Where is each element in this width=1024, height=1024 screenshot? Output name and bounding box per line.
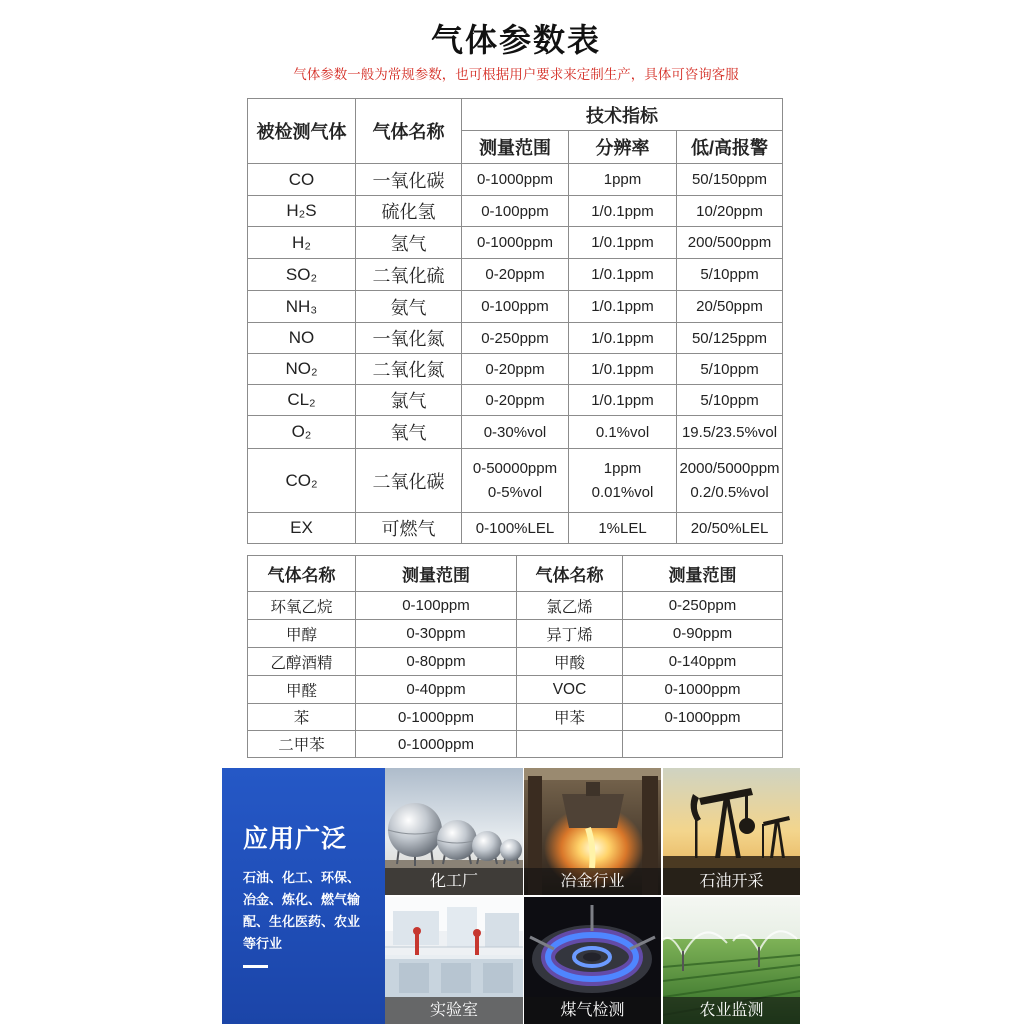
- tile-caption: 冶金行业: [524, 868, 661, 895]
- alarm-threshold: 5/10ppm: [677, 385, 783, 416]
- gas-formula: CO₂: [248, 449, 356, 513]
- alarm-threshold: 20/50%LEL: [677, 513, 783, 544]
- gas-name: VOC: [517, 676, 623, 704]
- alarm-threshold: 19.5/23.5%vol: [677, 416, 783, 449]
- header-gas-name: 气体名称: [517, 556, 623, 592]
- table-row: [248, 513, 783, 544]
- applications-line: 冶金、炼化、燃气输: [243, 892, 361, 907]
- header-tech-specs: 技术指标: [462, 99, 783, 131]
- measure-range: 0-140ppm: [623, 648, 783, 676]
- applications-line: 等行业: [243, 936, 283, 951]
- alarm-threshold: 50/150ppm: [677, 164, 783, 196]
- tile-caption: 实验室: [385, 997, 523, 1024]
- resolution: 1/0.1ppm: [569, 291, 677, 323]
- tile-caption: 煤气检测: [524, 997, 661, 1024]
- accent-bar: [243, 965, 268, 968]
- tile-chemical-plant: [385, 768, 523, 895]
- applications-line: 石油、化工、环保、: [243, 870, 361, 885]
- alarm-threshold: 200/500ppm: [677, 227, 783, 259]
- tile-metallurgy: [524, 768, 661, 895]
- gas-formula: EX: [248, 513, 356, 544]
- gas-name: [517, 731, 623, 758]
- table-row: [248, 592, 783, 620]
- applications-line: 配、生化医药、农业: [243, 914, 361, 929]
- table-row: [248, 704, 783, 731]
- measure-range: 0-80ppm: [356, 648, 517, 676]
- header-gas-name: 气体名称: [356, 99, 462, 164]
- alarm-threshold-line: 2000/5000ppm: [679, 459, 780, 477]
- table-row: [248, 259, 783, 291]
- gas-name: 硫化氢: [356, 196, 462, 227]
- gas-formula: NO₂: [248, 354, 356, 385]
- table-row: [248, 385, 783, 416]
- measure-range: 0-30%vol: [462, 416, 569, 449]
- measure-range: 0-100%LEL: [462, 513, 569, 544]
- gas-name: 二氧化碳: [356, 449, 462, 513]
- gas-name: 甲酸: [517, 648, 623, 676]
- resolution: 1/0.1ppm: [569, 385, 677, 416]
- resolution: [569, 449, 677, 513]
- gas-name: 甲醇: [248, 620, 356, 648]
- alarm-threshold-line: 0.2/0.5%vol: [690, 483, 769, 501]
- gas-name: 二氧化硫: [356, 259, 462, 291]
- resolution: 1/0.1ppm: [569, 259, 677, 291]
- table-row: [248, 449, 783, 513]
- tile-gas-detection: [524, 897, 661, 1024]
- measure-range: [623, 731, 783, 758]
- extra-gas-table: [247, 555, 783, 758]
- table-row: [248, 164, 783, 196]
- header-range: 测量范围: [623, 556, 783, 592]
- measure-range: 0-40ppm: [356, 676, 517, 704]
- tile-caption: 化工厂: [385, 868, 523, 895]
- gas-name: 乙醇酒精: [248, 648, 356, 676]
- measure-range: 0-20ppm: [462, 259, 569, 291]
- table-row: [248, 731, 783, 758]
- gas-name: 甲醛: [248, 676, 356, 704]
- gas-formula: CL₂: [248, 385, 356, 416]
- table-row: [248, 676, 783, 704]
- tile-caption: 石油开采: [663, 868, 800, 895]
- measure-range: 0-90ppm: [623, 620, 783, 648]
- measure-range: 0-1000ppm: [356, 731, 517, 758]
- measure-range: 0-250ppm: [623, 592, 783, 620]
- applications-title: 应用广泛: [243, 825, 348, 853]
- tile-agriculture: [663, 897, 800, 1024]
- applications-section: [222, 768, 800, 1024]
- table-row: [248, 227, 783, 259]
- header-range: 测量范围: [356, 556, 517, 592]
- resolution: 1ppm: [569, 164, 677, 196]
- gas-name: 苯: [248, 704, 356, 731]
- applications-panel: [222, 768, 385, 1024]
- tile-caption: 农业监测: [663, 997, 800, 1024]
- header-resolution: 分辨率: [569, 131, 677, 164]
- gas-formula: H₂: [248, 227, 356, 259]
- table-row: [248, 354, 783, 385]
- header-gas-name: 气体名称: [248, 556, 356, 592]
- gas-name: 可燃气: [356, 513, 462, 544]
- gas-formula: NO: [248, 323, 356, 354]
- table-header-row: [248, 99, 783, 131]
- measure-range: 0-20ppm: [462, 354, 569, 385]
- gas-formula: SO₂: [248, 259, 356, 291]
- header-detected-gas: 被检测气体: [248, 99, 356, 164]
- resolution: 1/0.1ppm: [569, 227, 677, 259]
- header-alarm: 低/高报警: [677, 131, 783, 164]
- resolution: 1/0.1ppm: [569, 323, 677, 354]
- gas-name: 一氧化氮: [356, 323, 462, 354]
- header-range: 测量范围: [462, 131, 569, 164]
- page-title: 气体参数表: [430, 22, 601, 58]
- gas-formula: NH₃: [248, 291, 356, 323]
- measure-range: 0-1000ppm: [462, 227, 569, 259]
- measure-range: 0-1000ppm: [356, 704, 517, 731]
- alarm-threshold: 20/50ppm: [677, 291, 783, 323]
- alarm-threshold: [677, 449, 783, 513]
- measure-range: 0-20ppm: [462, 385, 569, 416]
- resolution: 1/0.1ppm: [569, 354, 677, 385]
- table-row: [248, 291, 783, 323]
- gas-name: 一氧化碳: [356, 164, 462, 196]
- measure-range: [462, 449, 569, 513]
- tile-laboratory: [385, 897, 523, 1024]
- measure-range: 0-100ppm: [356, 592, 517, 620]
- gas-name: 氧气: [356, 416, 462, 449]
- table-header-row: [248, 556, 783, 592]
- measure-range: 0-1000ppm: [623, 704, 783, 731]
- measure-range: 0-100ppm: [462, 291, 569, 323]
- gas-name: 氯乙烯: [517, 592, 623, 620]
- table-row: [248, 323, 783, 354]
- tile-oil-extraction: [663, 768, 800, 895]
- alarm-threshold: 10/20ppm: [677, 196, 783, 227]
- measure-range-line: 0-5%vol: [487, 483, 543, 501]
- resolution: 1%LEL: [569, 513, 677, 544]
- gas-name: 甲苯: [517, 704, 623, 731]
- alarm-threshold: 5/10ppm: [677, 259, 783, 291]
- gas-name: 二氧化氮: [356, 354, 462, 385]
- resolution: 0.1%vol: [569, 416, 677, 449]
- table-row: [248, 196, 783, 227]
- gas-name: 环氧乙烷: [248, 592, 356, 620]
- measure-range: 0-1000ppm: [462, 164, 569, 196]
- resolution-line: 1ppm: [603, 459, 642, 477]
- measure-range-line: 0-50000ppm: [472, 459, 558, 477]
- gas-name: 氢气: [356, 227, 462, 259]
- resolution-line: 0.01%vol: [591, 483, 654, 501]
- gas-name: 异丁烯: [517, 620, 623, 648]
- measure-range: 0-100ppm: [462, 196, 569, 227]
- gas-formula: CO: [248, 164, 356, 196]
- measure-range: 0-30ppm: [356, 620, 517, 648]
- table-row: [248, 620, 783, 648]
- gas-parameter-table: [247, 98, 783, 544]
- gas-formula: O₂: [248, 416, 356, 449]
- applications-description: [243, 867, 360, 955]
- alarm-threshold: 5/10ppm: [677, 354, 783, 385]
- gas-name: 氯气: [356, 385, 462, 416]
- page-subtitle: 气体参数一般为常规参数，也可根据用户要求来定制生产，具体可咨询客服: [293, 67, 739, 82]
- table-row: [248, 416, 783, 449]
- measure-range: 0-250ppm: [462, 323, 569, 354]
- alarm-threshold: 50/125ppm: [677, 323, 783, 354]
- measure-range: 0-1000ppm: [623, 676, 783, 704]
- gas-formula: H₂S: [248, 196, 356, 227]
- gas-name: 氨气: [356, 291, 462, 323]
- table-row: [248, 648, 783, 676]
- gas-name: 二甲苯: [248, 731, 356, 758]
- resolution: 1/0.1ppm: [569, 196, 677, 227]
